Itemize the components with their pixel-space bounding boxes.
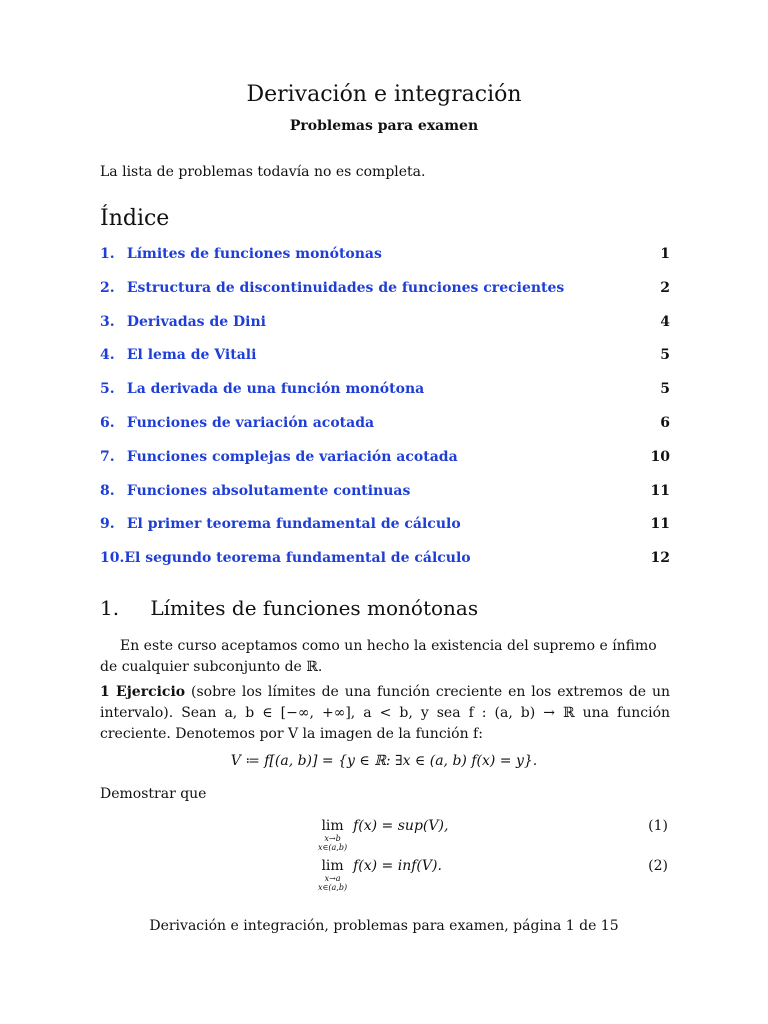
toc-item [100, 415, 670, 449]
document-subtitle: Problemas para examen [289, 118, 479, 134]
limit-operator: lim x→b x∈(a,b) [318, 818, 348, 852]
toc-link-8[interactable]: 8. Funciones absolutamente continuas [100, 482, 411, 499]
equation-expression: f(x) = sup(V), [353, 818, 449, 834]
toc-heading: Índice [100, 206, 170, 231]
document-title: Derivación e integración [246, 82, 522, 107]
toc-link-4[interactable]: 4. El lema de Vitali [100, 347, 257, 364]
toc-item [100, 550, 670, 584]
toc-item [100, 381, 670, 415]
equation-expression: f(x) = inf(V). [353, 858, 442, 874]
exercise-text: Sean a, b ∈ [−∞, +∞], a < b, y sea f : (a, b) → ℝ una función creciente. Denotemos por V la imagen de la función f: [100, 705, 671, 742]
section-number: 1. [100, 596, 120, 620]
toc-link-10[interactable]: 10.El segundo teorema fundamental de cálculo [100, 550, 471, 567]
page-footer: Derivación e integración, problemas para examen, página 1 de 15 [149, 918, 619, 934]
exercise-topic: (sobre los límites de una función creciente en los extremos de un intervalo). [100, 684, 670, 721]
toc-item [100, 246, 670, 280]
toc-item [100, 516, 670, 550]
section-intro: En este curso aceptamos como un hecho la existencia del supremo e ínfimo de cualquier subconjunto de ℝ. [100, 638, 657, 675]
toc-page-number: 5 [660, 381, 670, 398]
toc-page-number: 10 [650, 448, 670, 465]
toc-page-number: 12 [650, 550, 670, 567]
toc-item [100, 449, 670, 483]
section-heading [100, 596, 478, 620]
toc-link-1[interactable]: 1. Límites de funciones monótonas [100, 246, 382, 262]
document-note: La lista de problemas todavía no es completa. [100, 164, 426, 180]
toc-item [100, 483, 670, 517]
toc-page-number: 6 [660, 414, 670, 431]
equation-tag: (2) [648, 858, 668, 874]
toc-link-9[interactable]: 9. El primer teorema fundamental de cálculo [100, 516, 461, 533]
toc-item [100, 314, 670, 348]
exercise-statement [100, 682, 670, 745]
toc-page-number: 2 [660, 279, 670, 296]
limit-operator: lim x→a x∈(a,b) [318, 858, 348, 892]
equation-tag: (1) [648, 818, 668, 834]
toc-page-number: 11 [650, 482, 670, 499]
toc-link-2[interactable]: 2. Estructura de discontinuidades de funciones crecientes [100, 279, 565, 296]
toc-item [100, 347, 670, 381]
toc-page-number: 5 [660, 347, 670, 364]
toc-link-3[interactable]: 3. Derivadas de Dini [100, 313, 266, 330]
toc-page-number: 11 [650, 516, 670, 533]
toc-link-6[interactable]: 6. Funciones de variación acotada [100, 414, 375, 431]
section-title: Límites de funciones monótonas [150, 596, 479, 620]
toc-link-5[interactable]: 5. La derivada de una función monótona [100, 381, 425, 398]
table-of-contents [100, 246, 670, 584]
toc-page-number: 1 [660, 246, 670, 262]
display-equation: V ≔ f[(a, b)] = {y ∈ ℝ: ∃x ∈ (a, b) f(x) = y}. [230, 753, 538, 769]
toc-page-number: 4 [660, 313, 670, 330]
demo-text: Demostrar que [100, 786, 207, 802]
toc-link-7[interactable]: 7. Funciones complejas de variación acotada [100, 448, 458, 465]
exercise-label: 1 Ejercicio [100, 684, 186, 700]
toc-item [100, 280, 670, 314]
